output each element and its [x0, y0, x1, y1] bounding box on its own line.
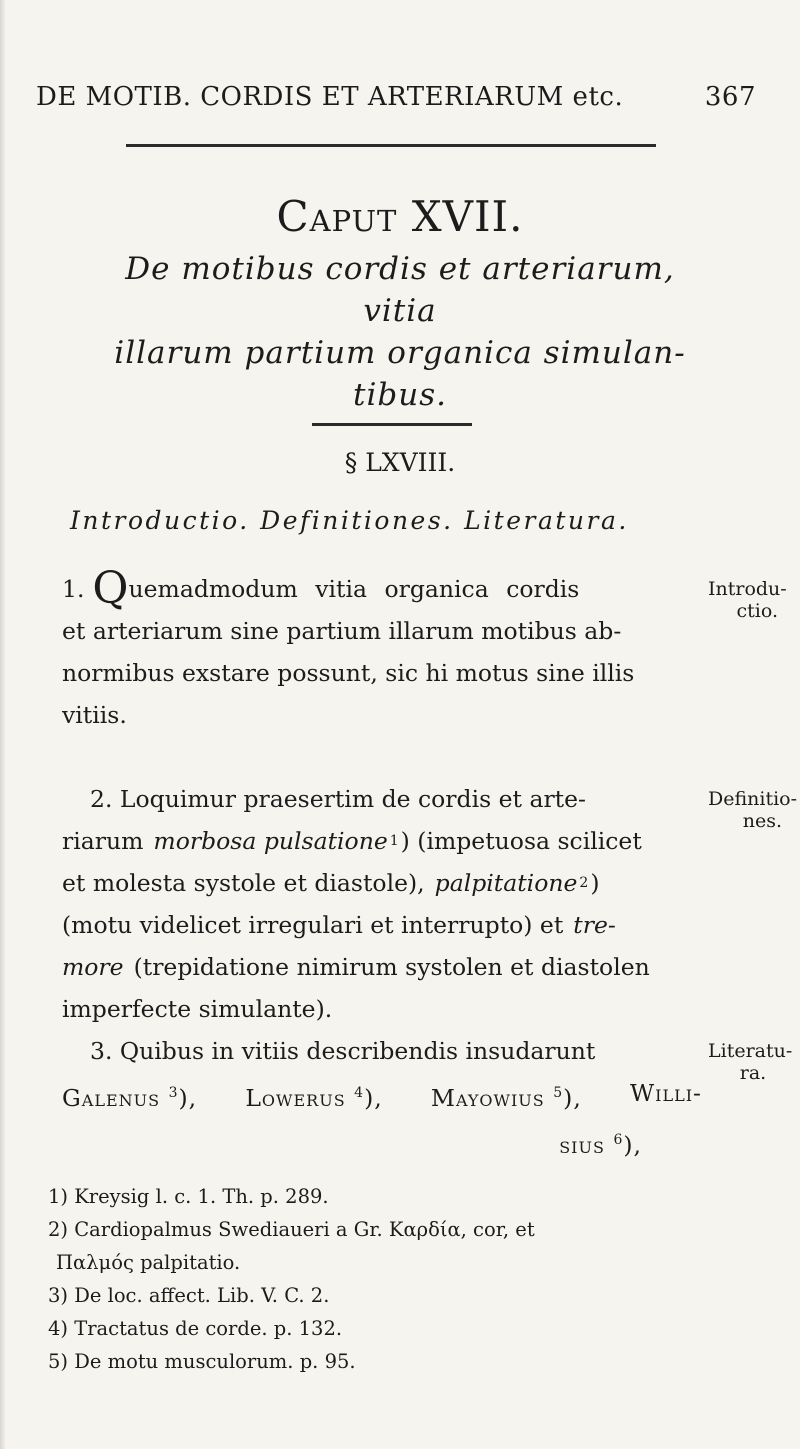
paragraph-number: 1.	[62, 575, 85, 603]
italic-term: more	[62, 953, 124, 981]
text-line	[62, 820, 702, 862]
footnotes	[48, 1180, 728, 1378]
footnote: 1) Kreysig l. c. 1. Th. p. 289.	[48, 1185, 329, 1208]
text-segment: riarum	[62, 827, 144, 855]
text-line	[62, 862, 702, 904]
section-number: § LXVIII.	[344, 448, 456, 477]
margin-note-introductio	[708, 578, 798, 622]
paragraph-1	[62, 563, 702, 736]
text-line: et arteriarum sine partium illarum motibus ab-	[62, 617, 622, 645]
caput-initial: C	[276, 192, 310, 241]
author-name: Galenus $^3$),	[62, 1083, 198, 1112]
margin-note-line: nes.	[742, 810, 782, 832]
chapter-number	[0, 192, 800, 241]
text-line	[62, 1119, 702, 1166]
footnote-continuation: Παλμός palpitatio.	[56, 1251, 241, 1274]
author-name: sius $^6$),	[559, 1130, 642, 1159]
paragraph-2	[62, 778, 702, 1030]
italic-term: morbosa pulsatione	[153, 827, 388, 855]
author-name: Mayowius $^5$),	[430, 1083, 582, 1112]
text-segment: et molesta systole et diastole),	[62, 869, 425, 897]
chapter-title	[100, 248, 700, 416]
margin-note-line: ctio.	[736, 600, 778, 622]
drop-cap: Q	[92, 563, 129, 614]
text-line	[62, 563, 702, 614]
text-line: imperfecte simulante).	[62, 995, 333, 1023]
footnote: 3) De loc. affect. Lib. V. C. 2.	[48, 1284, 330, 1307]
text-line: normibus exstare possunt, sic hi motus sine illis	[62, 659, 635, 687]
italic-term: palpitatione	[434, 869, 578, 897]
paragraph-3	[62, 1030, 702, 1166]
caput-numeral: XVII.	[411, 192, 524, 241]
margin-note-line: Introdu-	[708, 578, 787, 600]
chapter-title-line: illarum partium organica simulan-	[114, 335, 686, 371]
text-segment: ) (impetuosa scilicet	[400, 827, 642, 855]
text-line	[62, 946, 702, 988]
top-rule	[126, 144, 656, 147]
caput-word: aput	[309, 192, 398, 241]
footnote: 4) Tractatus de corde. p. 132.	[48, 1317, 343, 1340]
chapter-title-line: tibus.	[353, 377, 447, 413]
footnote: 5) De motu musculorum. p. 95.	[48, 1350, 356, 1373]
margin-note-line: Literatu-	[708, 1040, 793, 1062]
text-line	[62, 1072, 702, 1119]
running-title: DE MOTIB. CORDIS ET ARTERIARUM etc.	[36, 82, 624, 112]
section-heading: Introductio. Definitiones. Literatura.	[70, 506, 629, 535]
margin-note-literatura	[708, 1040, 798, 1084]
footnote-ref: 2	[579, 875, 589, 891]
text-line: 3. Quibus in vitiis describendis insudarunt	[90, 1037, 596, 1065]
author-name: Lowerus $^4$),	[245, 1083, 383, 1112]
margin-note-line: ra.	[739, 1062, 767, 1084]
margin-note-line: Definitio-	[708, 788, 798, 810]
footnote-ref: 1	[389, 833, 399, 849]
author-name: Willi-	[629, 1079, 702, 1107]
text-segment: uemadmodum vitia organica cordis	[128, 575, 580, 603]
footnote: 2) Cardiopalmus Swediaueri a Gr. Καρδία, cor, et	[48, 1218, 535, 1241]
text-segment: (motu videlicet irregulari et interrupto) et	[62, 911, 564, 939]
margin-note-definitiones	[708, 788, 798, 832]
text-segment: )	[590, 869, 600, 897]
chapter-title-line: De motibus cordis et arteriarum, vitia	[125, 251, 675, 329]
text-line: vitiis.	[62, 701, 127, 729]
text-line	[62, 904, 702, 946]
page-number: 367	[704, 82, 756, 112]
text-segment: (trepidatione nimirum systolen et diastolen	[133, 953, 650, 981]
text-line: 2. Loquimur praesertim de cordis et arte-	[90, 785, 586, 813]
italic-term: tre-	[573, 911, 616, 939]
section-rule	[312, 423, 472, 426]
